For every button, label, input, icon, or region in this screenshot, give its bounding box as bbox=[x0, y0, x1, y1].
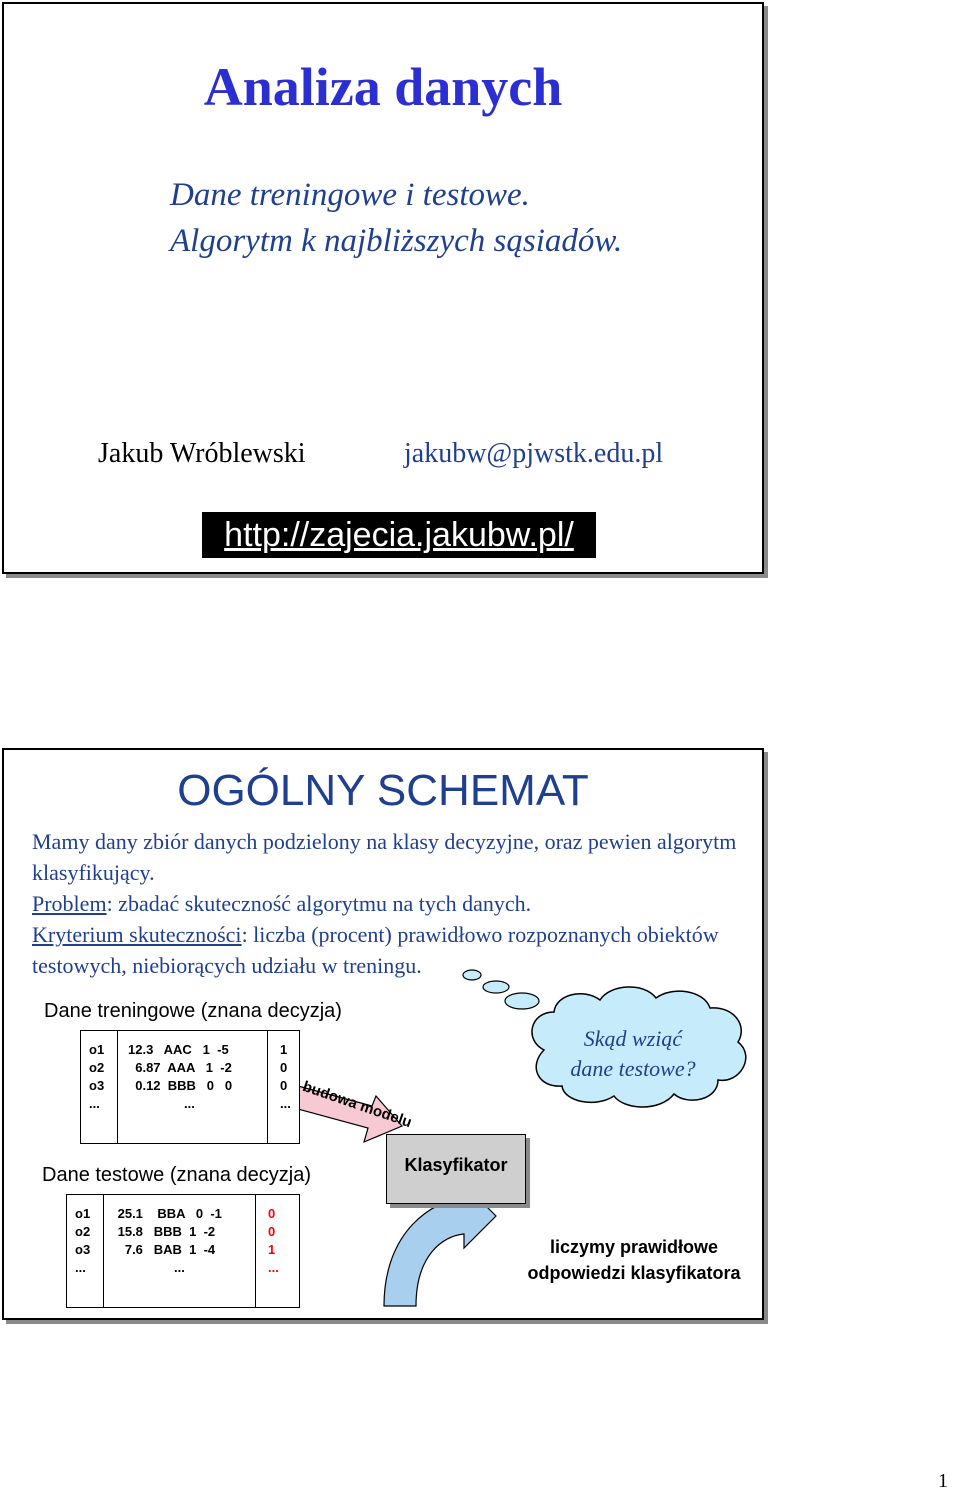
count-correct-text bbox=[494, 1234, 774, 1286]
thought-bubble-small bbox=[463, 970, 481, 980]
test-id-column bbox=[75, 1195, 105, 1307]
intro-paragraph: Mamy dany zbiór danych podzielony na klasy decyzyjne, oraz pewien algorytm klasyfikujący. bbox=[32, 829, 737, 885]
cloud-question bbox=[544, 1024, 722, 1084]
page-number: 1 bbox=[938, 1470, 948, 1492]
table-cell: o1 bbox=[89, 1042, 105, 1057]
train-data-table bbox=[80, 1030, 300, 1144]
schema-slide bbox=[2, 748, 764, 1320]
table-cell: 1 bbox=[268, 1242, 276, 1257]
table-cell: ... bbox=[280, 1096, 291, 1111]
build-model-label: budowa modelu bbox=[300, 1078, 414, 1132]
table-cell: 12.3 AAC 1 -5 bbox=[128, 1042, 229, 1057]
slide-title: OGÓLNY SCHEMAT bbox=[177, 766, 589, 815]
course-url-link[interactable]: http://zajecia.jakubw.pl/ bbox=[202, 512, 596, 558]
title-slide bbox=[2, 2, 764, 574]
train-data-label: Dane treningowe (znana decyzja) bbox=[44, 1000, 342, 1022]
table-cell: 15.8 BBB 1 -2 bbox=[114, 1224, 216, 1239]
author-name: Jakub Wróblewski bbox=[98, 438, 306, 469]
subtitle-line-1: Dane treningowe i testowe. bbox=[170, 177, 530, 213]
table-cell: 1 bbox=[280, 1042, 288, 1057]
test-data-table bbox=[66, 1194, 300, 1308]
table-cell: 0.12 BBB 0 0 bbox=[128, 1078, 233, 1093]
problem-text: : zbadać skuteczność algorytmu na tych danych. bbox=[106, 891, 532, 916]
slide-subtitle bbox=[170, 172, 622, 264]
thought-bubble-medium bbox=[483, 981, 509, 993]
subtitle-line-2: Algorytm k najbliższych sąsiadów. bbox=[170, 223, 623, 259]
table-cell: 7.6 BAB 1 -4 bbox=[114, 1242, 216, 1257]
test-data-label: Dane testowe (znana decyzja) bbox=[42, 1164, 312, 1186]
table-cell: 0 bbox=[268, 1224, 276, 1239]
table-cell: 0 bbox=[280, 1078, 288, 1093]
table-cell: o2 bbox=[75, 1224, 91, 1239]
table-cell: 25.1 BBA 0 -1 bbox=[114, 1206, 222, 1221]
table-cell: o2 bbox=[89, 1060, 105, 1075]
table-cell: ... bbox=[75, 1260, 86, 1275]
cloud-line-1: Skąd wziąć bbox=[583, 1026, 683, 1051]
criterion-text: : liczba (procent) prawidłowo rozpoznanych obiektów testowych, niebiorących udziału w treningu. bbox=[32, 922, 719, 978]
table-cell: o1 bbox=[75, 1206, 91, 1221]
test-attr-column bbox=[103, 1195, 255, 1307]
table-cell: 0 bbox=[268, 1206, 276, 1221]
table-cell: o3 bbox=[89, 1078, 105, 1093]
table-cell: ... bbox=[174, 1260, 185, 1275]
table-cell: ... bbox=[268, 1260, 279, 1275]
train-attr-column bbox=[117, 1031, 267, 1143]
table-cell: 0 bbox=[280, 1060, 288, 1075]
problem-term: Problem bbox=[32, 891, 107, 916]
author-email-link[interactable]: jakubw@pjwstk.edu.pl bbox=[404, 438, 664, 469]
table-cell: 6.87 AAA 1 -2 bbox=[128, 1060, 232, 1075]
table-cell: ... bbox=[89, 1096, 100, 1111]
count-line-1: liczymy prawidłowe bbox=[549, 1237, 719, 1257]
test-decision-column bbox=[255, 1195, 299, 1307]
count-line-2: odpowiedzi klasyfikatora bbox=[527, 1263, 741, 1283]
table-cell: ... bbox=[184, 1096, 195, 1111]
classifier-box: Klasyfikator bbox=[386, 1134, 526, 1204]
thought-bubble-large bbox=[505, 993, 539, 1009]
train-decision-column bbox=[267, 1031, 299, 1143]
table-cell: o3 bbox=[75, 1242, 91, 1257]
slide-title: Analiza danych bbox=[203, 57, 563, 117]
criterion-term: Kryterium skuteczności bbox=[32, 922, 242, 947]
cloud-line-2: dane testowe? bbox=[570, 1056, 696, 1081]
train-id-column bbox=[89, 1031, 119, 1143]
